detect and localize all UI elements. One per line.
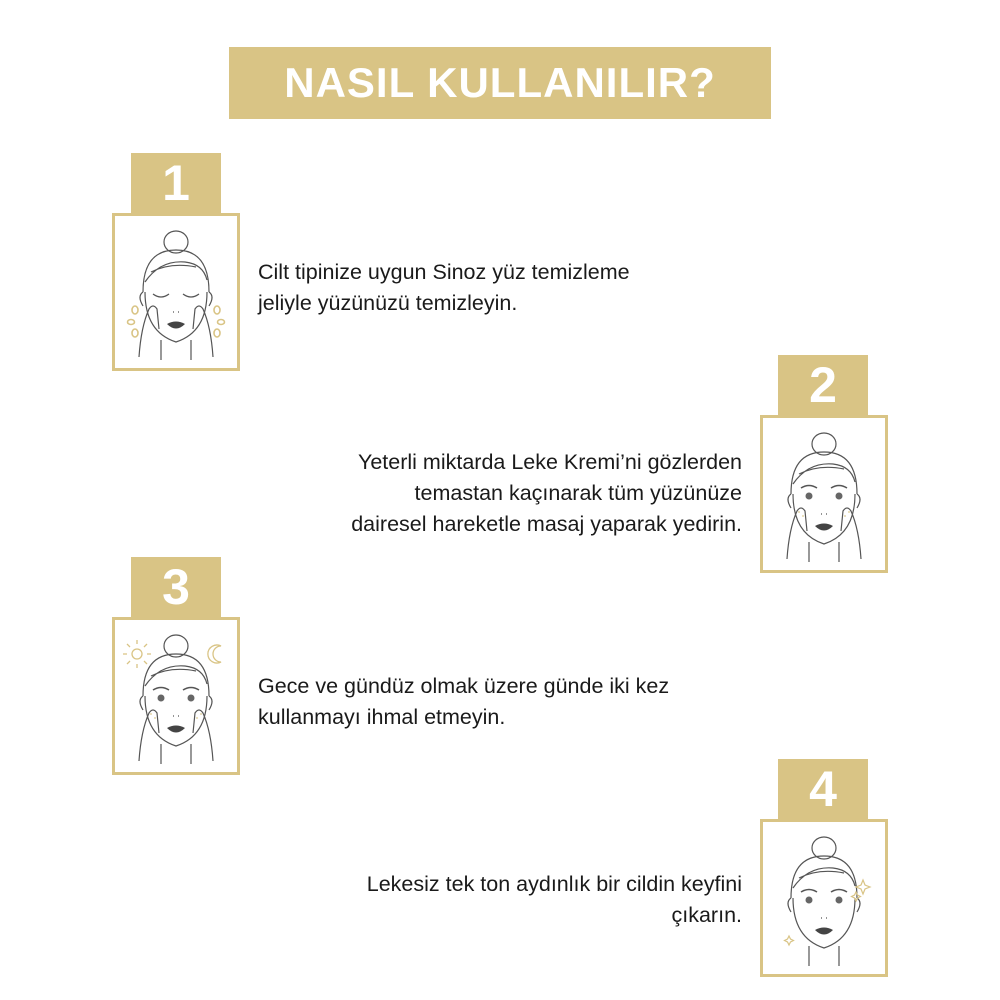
step-2-line: Yeterli miktarda Leke Kremi’ni gözlerden <box>357 450 742 474</box>
step-4-text <box>367 869 742 931</box>
step-3-line: Gece ve gündüz olmak üzere günde iki kez <box>258 674 670 698</box>
page-title: NASIL KULLANILIR? <box>229 47 771 119</box>
step-1-line: Cilt tipinize uygun Sinoz yüz temizleme <box>258 260 630 284</box>
step-4-number: 4 <box>778 759 868 819</box>
day-night-application-icon <box>112 617 240 775</box>
step-2-number: 2 <box>778 355 868 415</box>
step-4-line: Lekesiz tek ton aydınlık bir cildin keyfini <box>366 872 742 896</box>
glowing-face-icon <box>760 819 888 977</box>
step-2-text <box>351 447 742 540</box>
step-1-line: jeliyle yüzünüzü temizleyin. <box>258 291 518 315</box>
face-massage-icon <box>760 415 888 573</box>
step-2-line: temastan kaçınarak tüm yüzünüze <box>414 481 742 505</box>
step-1-number: 1 <box>131 153 221 213</box>
step-4-line: çıkarın. <box>671 903 742 927</box>
step-3-text <box>258 671 669 733</box>
step-3-number: 3 <box>131 557 221 617</box>
step-3-line: kullanmayı ihmal etmeyin. <box>258 705 506 729</box>
face-washing-icon <box>112 213 240 371</box>
step-2-line: dairesel hareketle masaj yaparak yedirin. <box>351 512 742 536</box>
step-1-text <box>258 257 630 319</box>
